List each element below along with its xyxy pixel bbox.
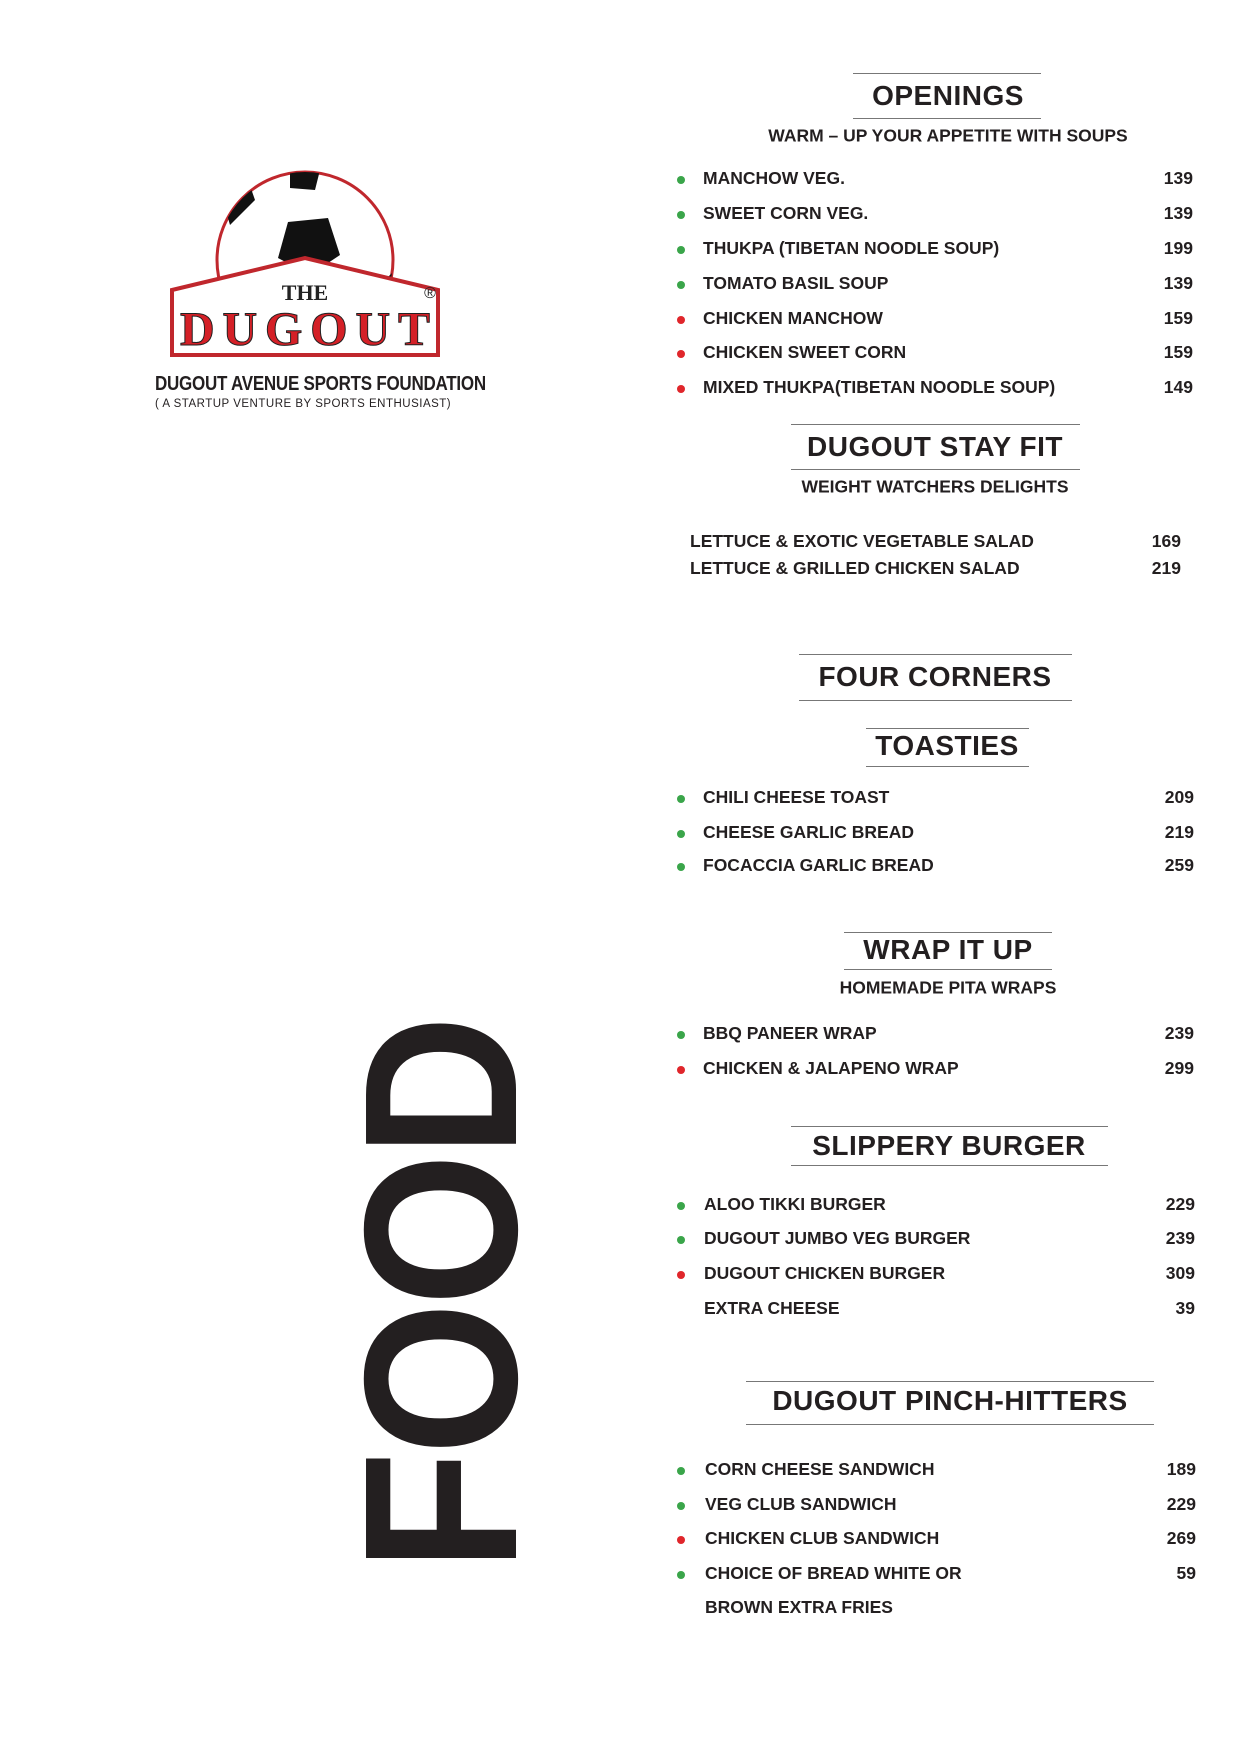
veg-indicator-icon [677,176,685,184]
item-name: CHEESE GARLIC BREAD [703,822,914,842]
menu-item [0,238,1241,262]
nonveg-indicator-icon [677,1066,685,1074]
item-name: MANCHOW VEG. [703,168,845,188]
item-price: 139 [1163,168,1193,188]
menu-item [0,203,1241,227]
veg-indicator-icon [677,211,685,219]
item-name: DUGOUT JUMBO VEG BURGER [704,1228,971,1248]
section-title: TOASTIES [875,730,1019,761]
menu-item [0,1194,1241,1218]
item-price: 229 [1166,1494,1196,1514]
menu-item [0,822,1241,846]
menu-item [0,1563,1241,1587]
veg-indicator-icon [677,795,685,803]
item-name: CORN CHEESE SANDWICH [705,1459,935,1479]
item-price: 199 [1163,238,1193,258]
section-subtitle: WEIGHT WATCHERS DELIGHTS [801,476,1069,497]
menu-item [0,1494,1241,1518]
section-rule [844,969,1052,970]
section-rule [746,1424,1154,1425]
section-rule [799,700,1072,701]
menu-item [0,308,1241,332]
section-title: DUGOUT PINCH-HITTERS [772,1385,1128,1416]
item-name: CHOICE OF BREAD WHITE OR [705,1563,962,1583]
section-rule [866,728,1029,729]
item-name: LETTUCE & EXOTIC VEGETABLE SALAD [690,531,1034,551]
item-name: CHILI CHEESE TOAST [703,787,890,807]
item-price: 139 [1163,203,1193,223]
section-rule [791,424,1080,425]
item-name: BROWN EXTRA FRIES [705,1597,893,1617]
section-title: DUGOUT STAY FIT [807,431,1063,462]
section-rule [799,654,1072,655]
menu-item [0,377,1241,401]
item-price: 309 [1165,1263,1195,1283]
menu-item [0,1228,1241,1252]
menu-item [0,168,1241,192]
item-name: SWEET CORN VEG. [703,203,869,223]
menu-item [0,273,1241,297]
item-price: 219 [1164,822,1194,842]
nonveg-indicator-icon [677,350,685,358]
veg-indicator-icon [677,863,685,871]
item-name: CHICKEN & JALAPENO WRAP [703,1058,959,1078]
item-price: 59 [1176,1563,1196,1583]
item-price: 209 [1164,787,1194,807]
veg-indicator-icon [677,1236,685,1244]
section-title: FOUR CORNERS [818,661,1052,692]
section-rule [791,469,1080,470]
section-rule [844,932,1052,933]
item-name: CHICKEN CLUB SANDWICH [705,1528,940,1548]
section-rule [791,1165,1108,1166]
veg-indicator-icon [677,246,685,254]
food-side-label: FOOD [320,1018,563,1572]
section-rule [866,766,1029,767]
item-price: 159 [1163,308,1193,328]
menu-item [0,855,1241,879]
veg-indicator-icon [677,1031,685,1039]
item-name: EXTRA CHEESE [704,1298,840,1318]
section-title: SLIPPERY BURGER [812,1130,1086,1161]
veg-indicator-icon [677,281,685,289]
item-name: CHICKEN SWEET CORN [703,342,907,362]
svg-text:DUGOUT: DUGOUT [180,303,430,356]
item-price: 229 [1165,1194,1195,1214]
item-name: BBQ PANEER WRAP [703,1023,877,1043]
menu-item [0,558,1241,582]
item-price: 169 [1151,531,1181,551]
menu-item [0,1263,1241,1287]
section-rule [853,118,1041,119]
section-rule [853,73,1041,74]
section-title: OPENINGS [872,80,1024,111]
item-price: 239 [1164,1023,1194,1043]
menu-item [0,1298,1241,1322]
org-name: DUGOUT AVENUE SPORTS FOUNDATION [155,373,486,395]
veg-indicator-icon [677,1202,685,1210]
item-name: ALOO TIKKI BURGER [704,1194,886,1214]
nonveg-indicator-icon [677,316,685,324]
item-name: FOCACCIA GARLIC BREAD [703,855,934,875]
menu-item [0,342,1241,366]
soccer-ball-logo-icon [160,170,460,370]
item-price: 139 [1163,273,1193,293]
veg-indicator-icon [677,830,685,838]
nonveg-indicator-icon [677,1271,685,1279]
item-price: 219 [1151,558,1181,578]
item-name: DUGOUT CHICKEN BURGER [704,1263,946,1283]
item-name: CHICKEN MANCHOW [703,308,883,328]
veg-indicator-icon [677,1502,685,1510]
logo [160,170,460,370]
menu-item [0,531,1241,555]
menu-item [0,1058,1241,1082]
item-price: 159 [1163,342,1193,362]
item-price: 189 [1166,1459,1196,1479]
item-name: TOMATO BASIL SOUP [703,273,889,293]
section-subtitle: WARM – UP YOUR APPETITE WITH SOUPS [768,125,1128,146]
section-rule [746,1381,1154,1382]
item-name: LETTUCE & GRILLED CHICKEN SALAD [690,558,1020,578]
item-price: 39 [1175,1298,1195,1318]
item-name: VEG CLUB SANDWICH [705,1494,897,1514]
svg-text:®: ® [424,285,436,302]
veg-indicator-icon [677,1571,685,1579]
section-rule [791,1126,1108,1127]
menu-item [0,1459,1241,1483]
menu-item [0,1528,1241,1552]
nonveg-indicator-icon [677,1536,685,1544]
item-price: 149 [1163,377,1193,397]
menu-item [0,1597,1241,1621]
org-tagline: ( A STARTUP VENTURE BY SPORTS ENTHUSIAST) [155,398,452,410]
item-price: 259 [1164,855,1194,875]
item-name: MIXED THUKPA(TIBETAN NOODLE SOUP) [703,377,1056,397]
section-title: WRAP IT UP [863,934,1033,965]
item-price: 269 [1166,1528,1196,1548]
nonveg-indicator-icon [677,385,685,393]
item-price: 239 [1165,1228,1195,1248]
svg-text:THE: THE [281,280,329,305]
veg-indicator-icon [677,1467,685,1475]
item-price: 299 [1164,1058,1194,1078]
menu-item [0,1023,1241,1047]
menu-item [0,787,1241,811]
section-subtitle: HOMEMADE PITA WRAPS [839,977,1057,998]
item-name: THUKPA (TIBETAN NOODLE SOUP) [703,238,1000,258]
